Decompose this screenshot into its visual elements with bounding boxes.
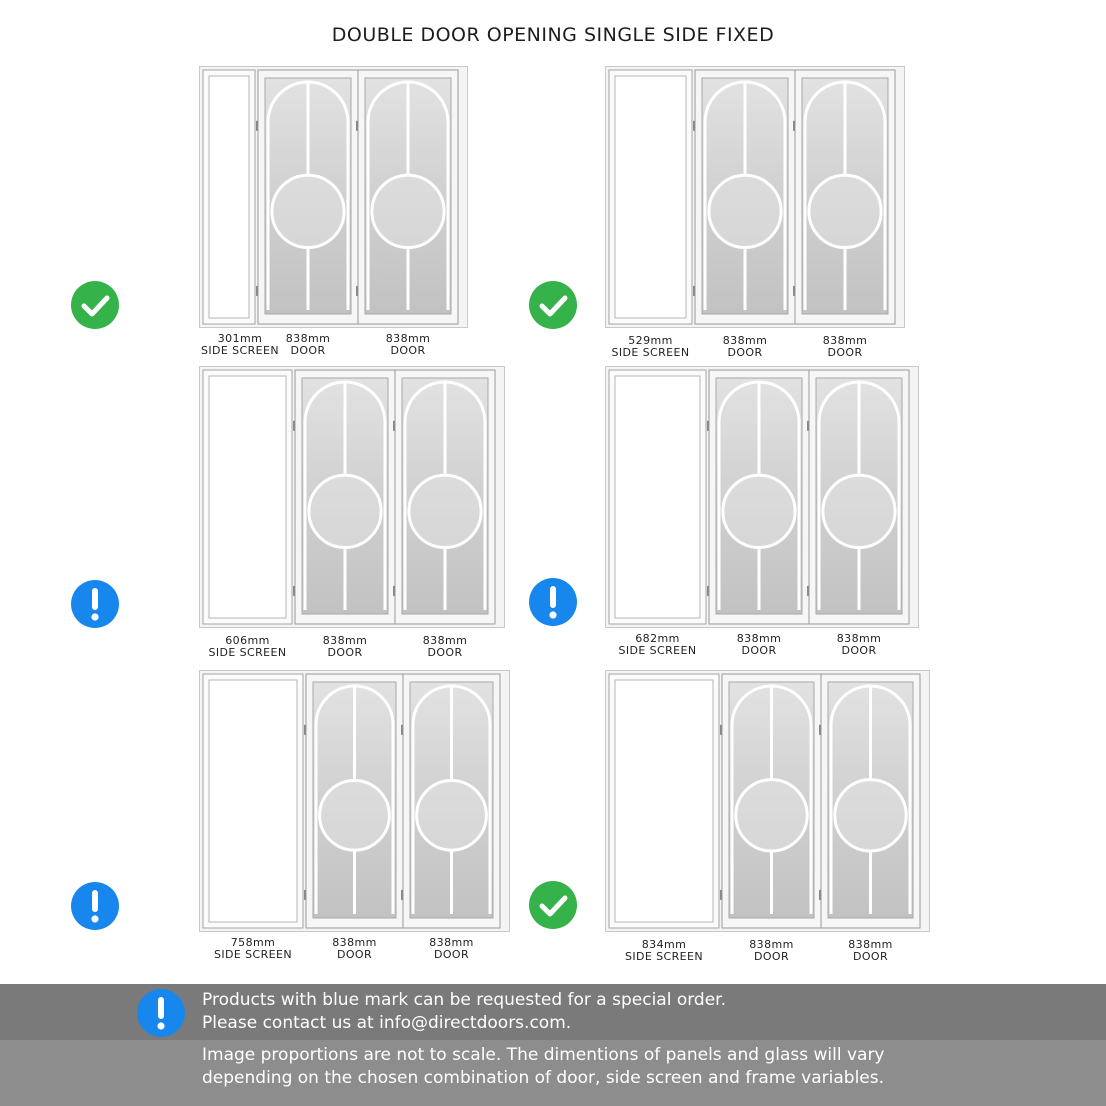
door-dimension-label-2: 838mm DOOR bbox=[836, 632, 882, 657]
door-leaf-right bbox=[807, 370, 909, 624]
checkmark-icon bbox=[529, 281, 577, 329]
door-dimension-label-2: 838mm DOOR bbox=[385, 332, 431, 357]
door-option-3 bbox=[199, 366, 505, 628]
door-leaf-left bbox=[720, 674, 821, 928]
side-screen-dimension-label: 682mm SIDE SCREEN bbox=[618, 632, 697, 657]
side-screen-dimension-label: 606mm SIDE SCREEN bbox=[208, 634, 287, 659]
footer-disclaimer-line-2: depending on the chosen combination of door, side screen and frame variables. bbox=[202, 1068, 885, 1088]
door-set-illustration bbox=[605, 66, 905, 328]
door-dimension-label-1: 838mm DOOR bbox=[285, 332, 331, 357]
door-set-illustration bbox=[199, 66, 468, 328]
page-title: DOUBLE DOOR OPENING SINGLE SIDE FIXED bbox=[331, 24, 775, 46]
side-screen-dimension-label: 529mm SIDE SCREEN bbox=[611, 334, 690, 359]
side-screen-panel bbox=[609, 370, 706, 624]
door-set-illustration bbox=[199, 670, 510, 932]
exclamation-icon bbox=[137, 989, 185, 1037]
door-leaf-right bbox=[793, 70, 895, 324]
exclamation-icon bbox=[71, 580, 119, 628]
side-screen-panel bbox=[203, 370, 292, 624]
door-leaf-left bbox=[693, 70, 795, 324]
door-dimension-label-2: 838mm DOOR bbox=[422, 634, 468, 659]
door-option-1 bbox=[199, 66, 468, 328]
door-dimension-label-2: 838mm DOOR bbox=[848, 938, 893, 963]
door-leaf-right bbox=[401, 674, 500, 928]
door-set-illustration bbox=[199, 366, 505, 628]
door-dimension-label-1: 838mm DOOR bbox=[736, 632, 782, 657]
side-screen-panel bbox=[609, 674, 719, 928]
footer-special-order-note: Products with blue mark can be requested for a special order. bbox=[202, 990, 727, 1010]
door-leaf-left bbox=[707, 370, 809, 624]
side-screen-panel bbox=[203, 674, 303, 928]
side-screen-panel bbox=[609, 70, 692, 324]
door-leaf-left bbox=[304, 674, 403, 928]
side-screen-dimension-label: 301mm SIDE SCREEN bbox=[201, 332, 279, 357]
door-dimension-label-1: 838mm DOOR bbox=[322, 634, 368, 659]
door-leaf-right bbox=[356, 70, 458, 324]
door-leaf-right bbox=[819, 674, 920, 928]
exclamation-icon bbox=[71, 882, 119, 930]
door-leaf-left bbox=[256, 70, 358, 324]
door-leaf-left bbox=[293, 370, 395, 624]
door-dimension-label-2: 838mm DOOR bbox=[822, 334, 868, 359]
checkmark-icon bbox=[529, 881, 577, 929]
door-dimension-label-1: 838mm DOOR bbox=[722, 334, 768, 359]
door-dimension-label-1: 838mm DOOR bbox=[749, 938, 794, 963]
door-option-2 bbox=[605, 66, 905, 328]
door-set-illustration bbox=[605, 366, 919, 628]
door-option-4 bbox=[605, 366, 919, 628]
side-screen-panel bbox=[203, 70, 255, 324]
side-screen-dimension-label: 758mm SIDE SCREEN bbox=[214, 936, 292, 961]
door-dimension-label-1: 838mm DOOR bbox=[332, 936, 377, 961]
exclamation-icon bbox=[529, 578, 577, 626]
door-dimension-label-2: 838mm DOOR bbox=[429, 936, 474, 961]
footer-contact-note: Please contact us at info@directdoors.com. bbox=[202, 1013, 572, 1033]
door-set-illustration bbox=[605, 670, 930, 932]
footer-disclaimer-line-1: Image proportions are not to scale. The dimentions of panels and glass will vary bbox=[202, 1045, 885, 1065]
side-screen-dimension-label: 834mm SIDE SCREEN bbox=[625, 938, 703, 963]
door-option-5 bbox=[199, 670, 510, 932]
checkmark-icon bbox=[71, 281, 119, 329]
door-leaf-right bbox=[393, 370, 495, 624]
door-option-6 bbox=[605, 670, 930, 932]
